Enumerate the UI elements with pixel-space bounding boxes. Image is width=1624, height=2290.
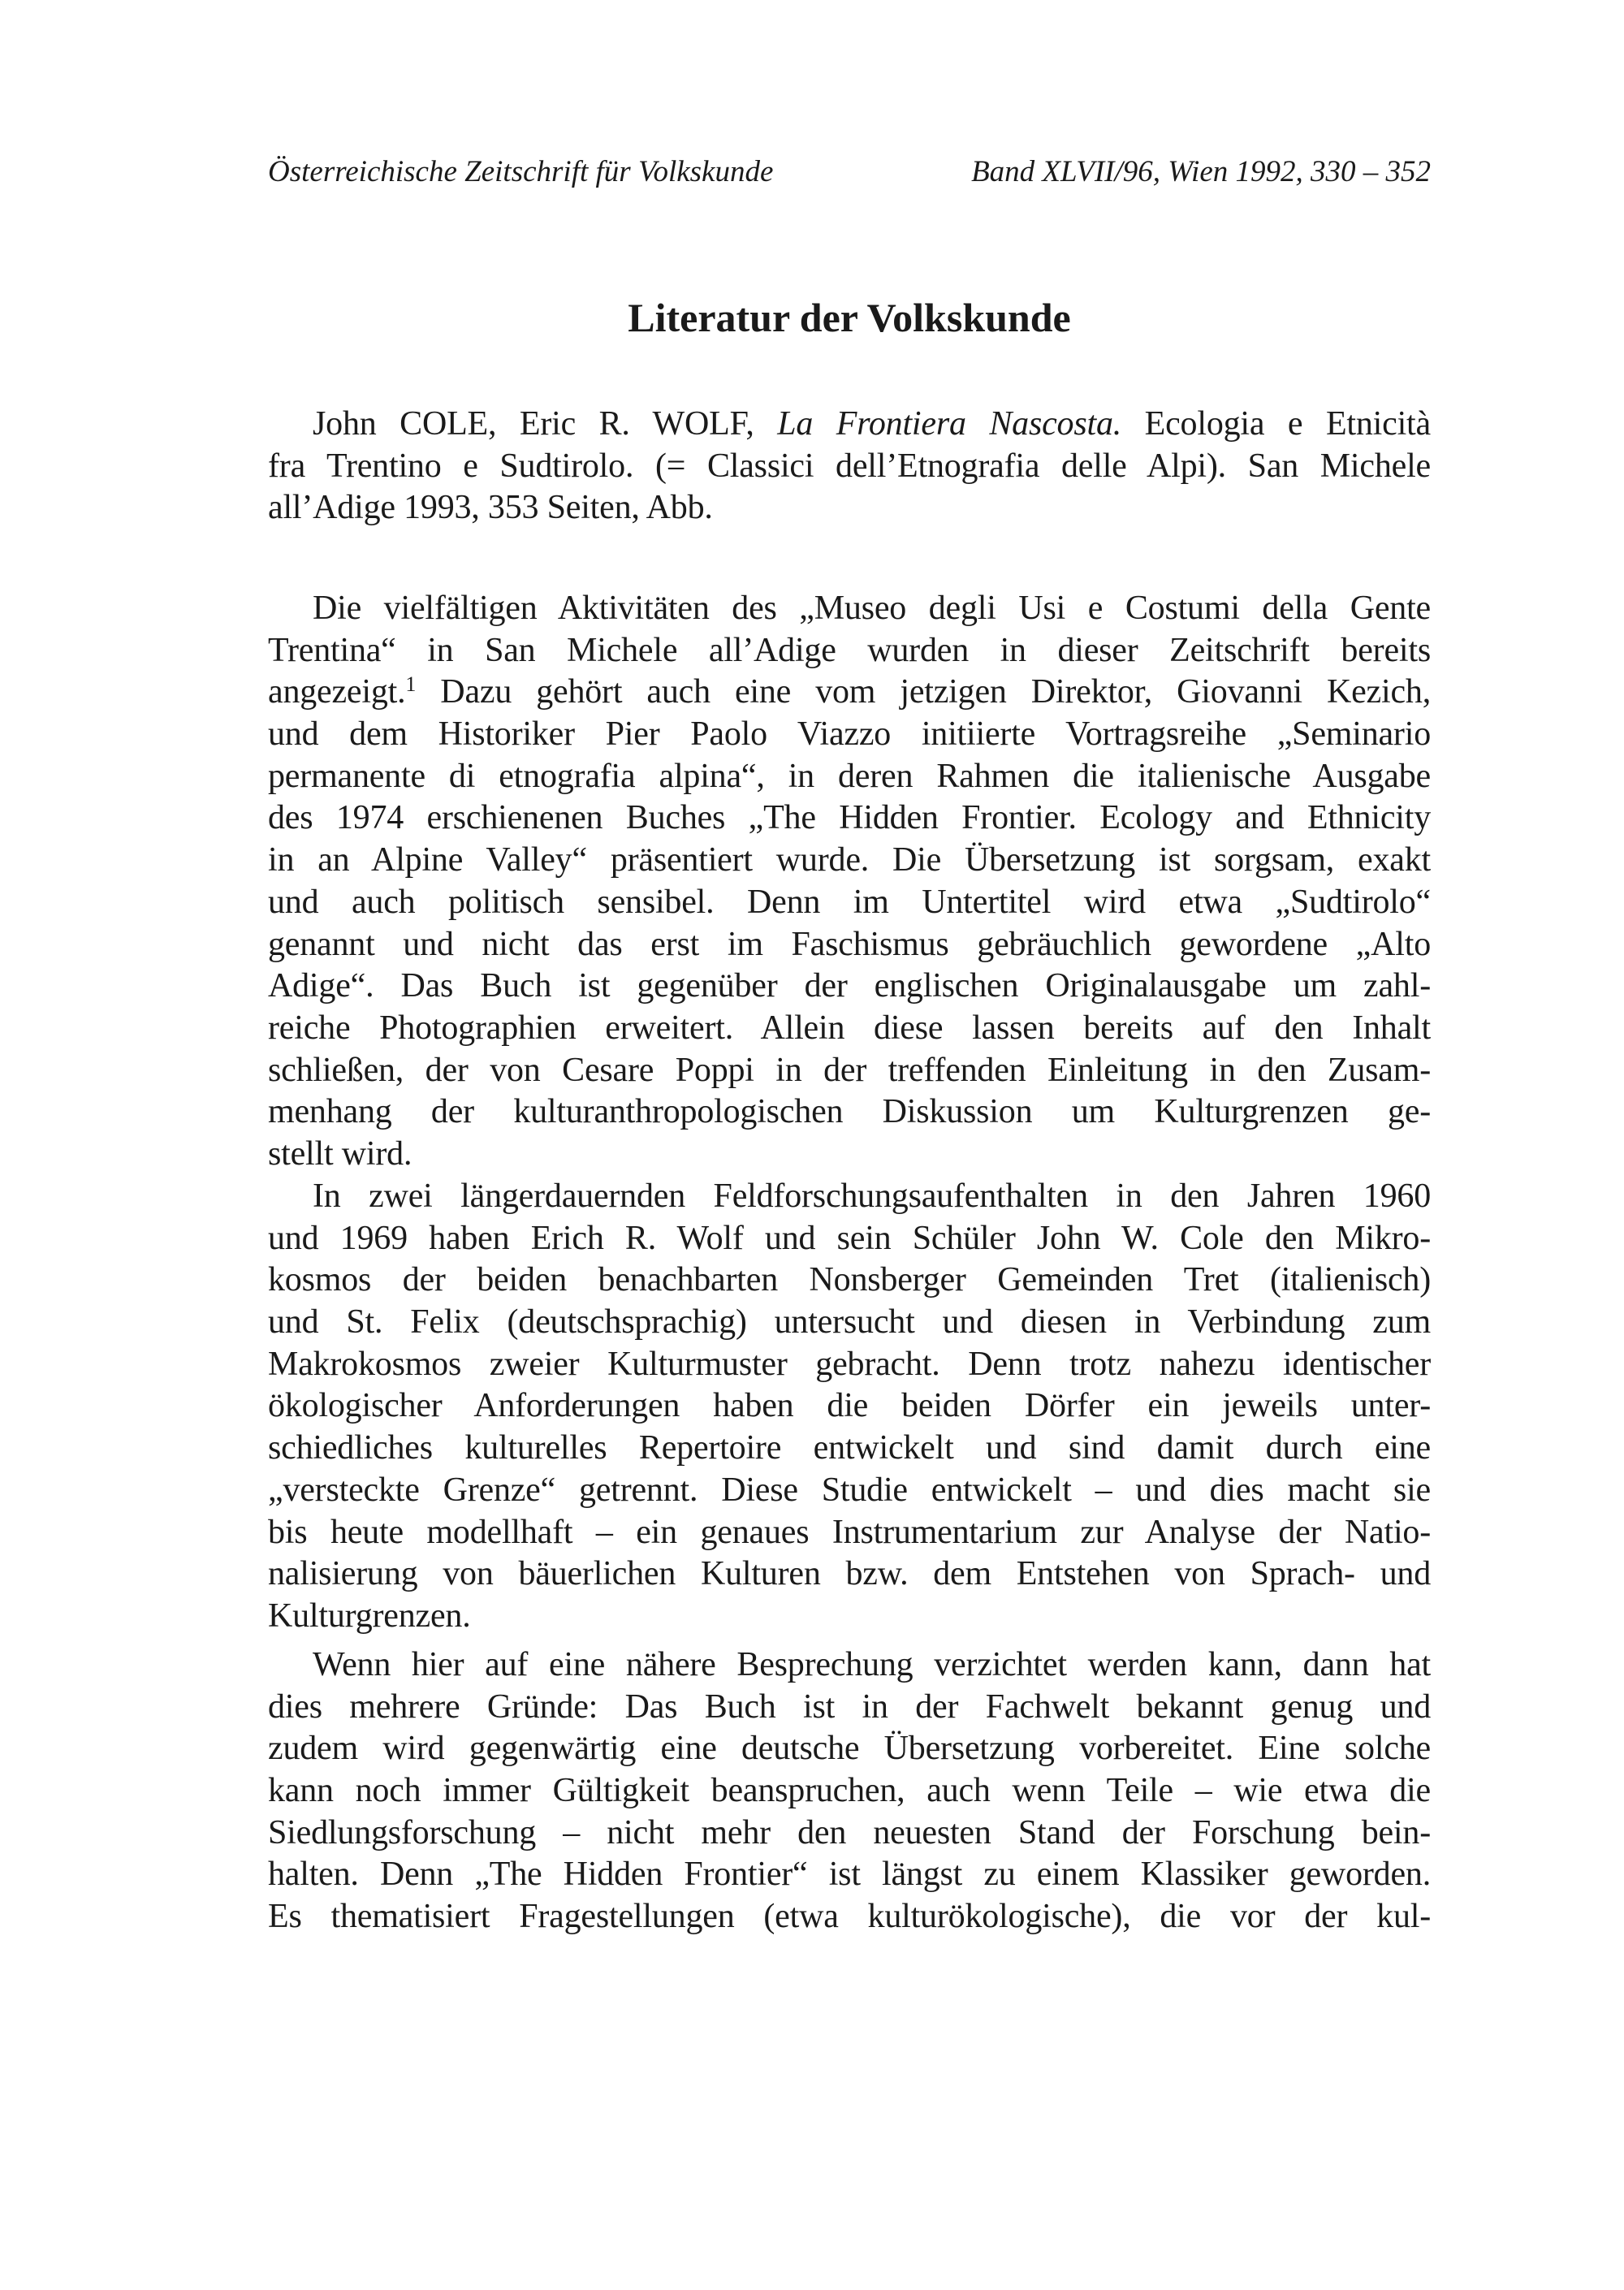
text-segment: John COLE, Eric R. WOLF, — [313, 405, 778, 443]
text-segment: schließen, der von Cesare Poppi in der treffenden Einleitung in den Zusam- — [268, 1051, 1431, 1089]
text-line — [268, 966, 1431, 1008]
running-header — [268, 154, 1431, 189]
text-line — [268, 1218, 1431, 1260]
text-segment: bis heute modellhaft – ein genaues Instrumentarium zur Analyse der Natio- — [268, 1513, 1431, 1551]
text-line — [268, 756, 1431, 798]
text-line — [268, 1644, 1431, 1687]
text-line — [268, 714, 1431, 756]
text-segment: stellt wird. — [268, 1134, 412, 1173]
text-line — [268, 588, 1431, 630]
text-line — [268, 1596, 1431, 1638]
text-segment: Adige“. Das Buch ist gegenüber der englischen Originalausgabe um zahl- — [268, 967, 1431, 1005]
text-segment: Es thematisiert Fragestellungen (etwa kulturökologische), die vor der kul- — [268, 1898, 1431, 1936]
text-segment: in an Alpine Valley“ präsentiert wurde. Die Übersetzung ist sorgsam, exakt — [268, 841, 1431, 879]
text-line — [268, 1260, 1431, 1302]
text-line — [268, 882, 1431, 924]
footnote-marker: 1 — [405, 672, 417, 697]
text-line — [268, 1687, 1431, 1729]
text-segment: und auch politisch sensibel. Denn im Untertitel wird etwa „Sudtirolo“ — [268, 883, 1431, 921]
journal-name: Österreichische Zeitschrift für Volkskunde — [268, 155, 774, 188]
text-line — [268, 1385, 1431, 1428]
text-segment: ökologischer Anforderungen haben die beiden Dörfer ein jeweils unter- — [268, 1387, 1431, 1425]
text-segment: reiche Photographien erweitert. Allein diese lassen bereits auf den Inhalt — [268, 1009, 1431, 1047]
text-segment: dies mehrere Gründe: Das Buch ist in der Fachwelt bekannt genug und — [268, 1687, 1431, 1726]
text-line — [268, 630, 1431, 672]
text-segment: und dem Historiker Pier Paolo Viazzo initiierte Vortragsreihe „Seminario — [268, 715, 1431, 754]
text-segment: und St. Felix (deutschsprachig) untersucht und diesen in Verbindung zum — [268, 1303, 1431, 1342]
text-line — [268, 1050, 1431, 1092]
text-line — [268, 404, 1431, 446]
volume-info: Band XLVII/96, Wien 1992, 330 – 352 — [971, 155, 1431, 188]
text-segment: Trentina“ in San Michele all’Adige wurden in dieser Zeitschrift bereits — [268, 631, 1431, 669]
body-paragraph — [268, 588, 1431, 1176]
text-line — [268, 446, 1431, 488]
text-line — [268, 1344, 1431, 1386]
text-segment: Siedlungsforschung – nicht mehr den neuesten Stand der Forschung bein- — [268, 1813, 1431, 1851]
text-segment: permanente di etnografia alpina“, in deren Rahmen die italienische Ausgabe — [268, 757, 1431, 795]
section-title: Literatur der Volkskunde — [628, 295, 1071, 340]
text-segment: all’Adige 1993, 353 Seiten, Abb. — [268, 489, 713, 527]
text-segment: kosmos der beiden benachbarten Nonsberger Gemeinden Tret (italienisch) — [268, 1261, 1431, 1299]
text-line — [268, 1770, 1431, 1813]
text-segment: zudem wird gegenwärtig eine deutsche Übersetzung vorbereitet. Eine solche — [268, 1730, 1431, 1768]
text-line — [268, 487, 1431, 529]
text-segment: nalisierung von bäuerlichen Kulturen bzw. dem Entstehen von Sprach- und — [268, 1555, 1431, 1593]
text-line — [268, 1134, 1431, 1176]
body-paragraph — [268, 1644, 1431, 1938]
text-segment: des 1974 erschienenen Buches „The Hidden Frontier. Ecology and Ethnicity — [268, 799, 1431, 837]
text-line — [268, 1553, 1431, 1596]
text-segment: kann noch immer Gültigkeit beanspruchen, auch wenn Teile – wie etwa die — [268, 1772, 1431, 1810]
body-paragraph — [268, 1176, 1431, 1638]
text-segment: schiedliches kulturelles Repertoire entwickelt und sind damit durch eine — [268, 1429, 1431, 1467]
text-line — [268, 1176, 1431, 1218]
text-segment: Kulturgrenzen. — [268, 1597, 471, 1635]
text-line — [268, 1008, 1431, 1050]
text-segment: Ecologia e Etnicità — [1121, 405, 1431, 443]
text-line — [268, 1854, 1431, 1896]
text-segment: Dazu gehört auch eine vom jetzigen Direktor, Giovanni Kezich, — [416, 673, 1431, 711]
book-title: La Frontiera Nascosta. — [777, 405, 1122, 443]
text-segment: angezeigt. — [268, 673, 406, 711]
text-segment: In zwei längerdauernden Feldforschungsaufenthalten in den Jahren 1960 — [313, 1177, 1431, 1215]
text-line — [268, 924, 1431, 966]
text-segment: halten. Denn „The Hidden Frontier“ ist längst zu einem Klassiker geworden. — [268, 1856, 1431, 1894]
text-line — [268, 672, 1431, 714]
text-segment: Die vielfältigen Aktivitäten des „Museo degli Usi e Costumi della Gente — [313, 590, 1431, 627]
text-segment: Makrokosmos zweier Kulturmuster gebracht. Denn trotz nahezu identischer — [268, 1345, 1431, 1383]
text-line — [268, 1728, 1431, 1770]
text-line — [268, 797, 1431, 840]
text-line — [268, 1470, 1431, 1512]
text-line — [268, 1512, 1431, 1554]
text-line — [268, 1428, 1431, 1470]
citation-paragraph — [268, 404, 1431, 529]
text-line — [268, 840, 1431, 882]
text-line — [268, 1302, 1431, 1344]
text-segment: fra Trentino e Sudtirolo. (= Classici dell’Etnografia delle Alpi). San Michele — [268, 447, 1431, 485]
text-line — [268, 1091, 1431, 1134]
text-line — [268, 1896, 1431, 1938]
text-segment: menhang der kulturanthropologischen Diskussion um Kulturgrenzen ge- — [268, 1093, 1431, 1131]
text-segment: und 1969 haben Erich R. Wolf und sein Schüler John W. Cole den Mikro- — [268, 1219, 1431, 1257]
text-segment: genannt und nicht das erst im Faschismus gebräuchlich gewordene „Alto — [268, 925, 1431, 963]
text-line — [268, 1813, 1431, 1855]
text-segment: Wenn hier auf eine nähere Besprechung verzichtet werden kann, dann hat — [313, 1646, 1431, 1683]
text-segment: „versteckte Grenze“ getrennt. Diese Studie entwickelt – und dies macht sie — [268, 1471, 1431, 1509]
